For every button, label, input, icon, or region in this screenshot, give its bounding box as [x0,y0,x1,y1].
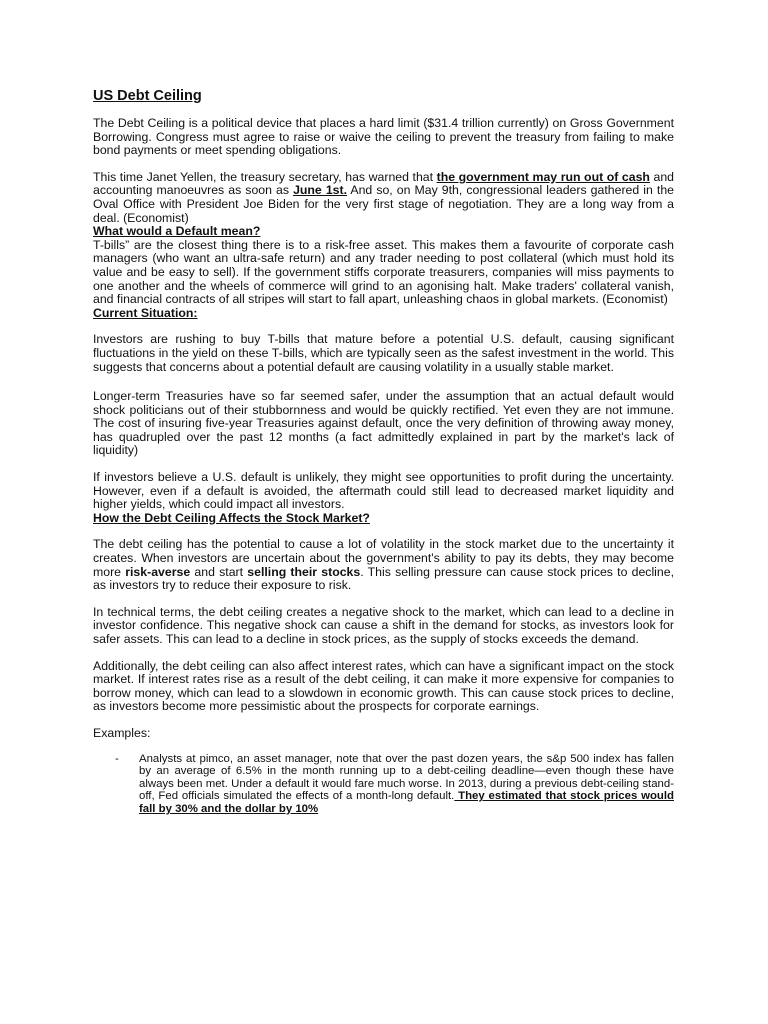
yellen-text-2: and accounting manoeuvres as soon as [93,169,674,198]
document-title: US Debt Ceiling [93,88,202,104]
selling-stocks-emphasis: selling their stocks [247,564,361,579]
stock-paragraph-2: In technical terms, the debt ceiling creates a negative shock to the market, which can lead to a decline in investor confidence. This negative shock can cause a shift in the demand for stocks, as investors look for safer assets. This can lead to a decline in stock prices, as the supply of stocks exceeds the demand. [93,604,674,646]
yellen-paragraph [93,171,674,225]
examples-list [93,753,674,816]
stock-p1-text-3: . This selling pressure can cause stock prices to decline, as investors try to reduce their exposure to risk. [93,564,675,593]
run-out-of-cash-emphasis: the government may run out of cash [436,169,650,184]
intro-paragraph: The Debt Ceiling is a political device that places a hard limit ($31.4 trillion currently) on Gross Government Borrowing. Congress must agree to raise or waive the ceiling to prevent the treasury from failing to make bond payments or meet spending obligations. [93,116,674,158]
june-date-emphasis: June 1st. [293,183,348,198]
current-paragraph-1: Investors are rushing to buy T-bills that mature before a potential U.S. default, causing significant fluctuations in the yield on these T-bills, which are typically seen as the safest investment in the world. This suggests that concerns about a potential default are causing volatility in a usually stable market. [93,332,674,374]
examples-label: Examples: [93,725,151,740]
current-paragraph-2: Longer-term Treasuries have so far seemed safer, under the assumption that an actual default would shock politicians out of their stubbornness and would be quickly rectified. Yet even they are not immune. The cost of insuring five-year Treasuries against default, once the very definition of throwing away money, has quadrupled over the past 12 months (a fact admittedly explained in part by the market's lack of liquidity) [93,389,674,458]
list-dash: - [115,752,119,765]
default-paragraph: T-bills” are the closest thing there is to a risk-free asset. This makes them a favourite of corporate cash managers (who want an ultra-safe return) and any trader needing to post collateral (which must hold its value and be easy to sell). If the government stiffs corporate treasurers, companies will miss payments to one another and the wheels of commerce will grind to an agonising halt. Make traders' collateral vanish, and financial contracts of all stripes will start to fall apart, unleashing chaos in global markets. (Economist) [93,237,674,307]
list-item [93,753,674,816]
yellen-text-3: And so, on May 9th, congressional leaders gathered in the Oval Office with President Joe Biden for the very first stage of negotiation. They are a long way from a deal. (Economist) [93,183,675,225]
risk-averse-emphasis: risk-averse [125,564,191,579]
stock-paragraph-1 [93,538,674,592]
example-emphasis: They estimated that stock prices would fall by 30% and the dollar by 10% [139,790,674,815]
stock-p1-text-2: and start [190,564,248,579]
stock-paragraph-3: Additionally, the debt ceiling can also affect interest rates, which can have a significant impact on the stock market. If interest rates rise as a result of the debt ceiling, it can make it more expensive for companies to borrow money, which can lead to a slowdown in economic growth. This can cause stock prices to decline, as investors become more pessimistic about the prospects for corporate earnings. [93,658,674,714]
stock-market-heading: How the Debt Ceiling Affects the Stock Market? [93,510,370,525]
current-paragraph-3: If investors believe a U.S. default is unlikely, they might see opportunities to profit during the uncertainty. However, even if a default is avoided, the aftermath could still lead to decreased market liquidity and higher yields, which could impact all investors. [93,470,674,512]
current-situation-heading: Current Situation: [93,305,198,320]
example-text: Analysts at pimco, an asset manager, note that over the past dozen years, the s&p 500 index has fallen by an average of 6.5% in the month running up to a debt-ceiling deadline—even though these have always been met. Under a default it would fare much worse. In 2013, during a previous debt-ceiling stand-off, Fed officials simulated the effects of a month-long default. [139,752,674,803]
stock-p1-text-1: The debt ceiling has the potential to cause a lot of volatility in the stock market due to the uncertainty it creates. When investors are uncertain about the government's ability to pay its debts, they may become more [93,537,674,579]
yellen-text-1: This time Janet Yellen, the treasury secretary, has warned that [93,169,437,184]
default-heading: What would a Default mean? [93,224,261,239]
